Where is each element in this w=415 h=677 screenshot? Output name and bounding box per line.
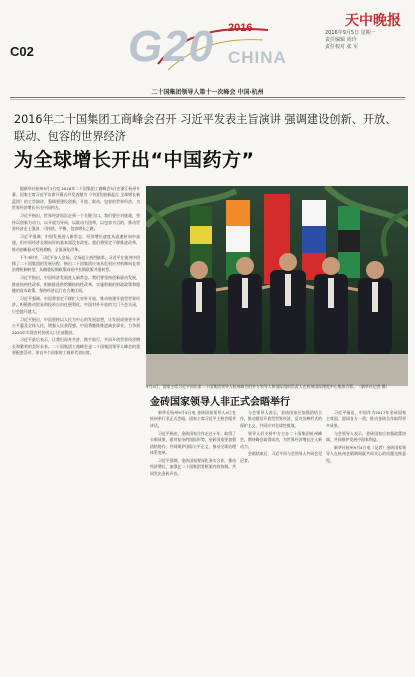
paragraph: 习近平强调，中国发展进入新常态，经济增长速度从高速转向中高速，但中国经济长期向好的基本面没有改变。我们将坚定不移推进改革，推动创新驱动发展战略，全面深化改革。 (12, 233, 140, 252)
paragraph: 新华社杭州9月4日电（记者）金砖国家领导人在杭州会晤期间就共同关心的问题交换意见。 (326, 445, 406, 463)
paragraph: 据新华社杭州9月3日电 2016年二十国集团工商峰会3日在浙江杭州开幕。国家主席习近平出席开幕式并发表题为《中国发展新起点 全球增长新蓝图》的主旨演讲，强调要建设创新、开放、联动、包容的世界经济，为世界经济增长开出中国药方。 (12, 186, 140, 211)
g20-logo-text: G20 (128, 22, 215, 71)
article-column-1 (12, 186, 140, 666)
article-column-2 (150, 410, 236, 675)
paragraph: 领导人们支持中方主办二十国集团杭州峰会，期待峰会取得成功，为世界经济增长注入新动力。 (240, 430, 322, 449)
page-number: C02 (10, 44, 34, 59)
paragraph: 与会领导人表示，金砖国家应加强政策协调，共同维护发展中国家利益。 (326, 430, 406, 443)
section-headline: 金砖国家领导人非正式会晤举行 (150, 397, 290, 408)
g20-country: CHINA (228, 48, 287, 67)
g20-logo-icon (128, 12, 287, 82)
photo-caption: 9月4日，国家主席习近平同出席二十国集团领导人杭州峰会的外方领导人和国际组织负责人在杭州国际博览中心集体合影。（新华社记者 摄） (146, 384, 390, 389)
issue-meta (325, 30, 405, 51)
meta-line: 责任编辑 尚玲 (325, 37, 357, 43)
paragraph: 新华社杭州9月4日电 金砖国家领导人4日在杭州举行非正式会晤，国家主席习近平主持会晤并讲话。 (150, 410, 236, 428)
leaders-photo-image (146, 186, 408, 386)
paragraph: 下午3时许，习近平步入会场，全场起立热烈鼓掌。习近平在演讲中回顾了二十国集团的发展历程，指出二十国集团应该从危机应对机制向长效治理机制转型，从侧重短期政策向短中长期政策并重转型。 (12, 254, 140, 273)
paragraph: 习近平指出，中国经济发展进入新常态。我们要坚持创新驱动发展，推进结构性改革，积极推进供给侧结构性改革，实施积极的财政政策和稳健的货币政策，保持经济运行在合理区间。 (12, 275, 140, 294)
divider (10, 97, 405, 98)
paragraph: 习近平强调，中国将坚定不移扩大对外开放，推动构建开放型世界经济，积极推动贸易和投资自由化便利化。中国对外开放的大门不会关闭，只会越开越大。 (12, 296, 140, 314)
paragraph: 会晤结束后，习近平同与会领导人共同会见记者。 (240, 451, 322, 463)
article-subhead: 2016年二十国集团工商峰会召开 习近平发表主旨演讲 强调建设创新、开放、联动、包容的世界经济 (14, 113, 397, 143)
paragraph: 习近平指出，中国作为2017年金砖国家主席国，愿同各方一道，推动金砖合作取得更多成果。 (326, 410, 406, 428)
group-photo (146, 186, 408, 386)
masthead: 天中晚报 (345, 13, 401, 29)
paragraph: 习近平指出，世界经济再次走到一个关键当口。我们要应对挑战，坚持以创新为动力，以开放为导向，以联动为纽带，以包容为目的，推动世界经济走上强劲、可持续、平衡、包容增长之路。 (12, 213, 140, 231)
paragraph: 习近平最后表示，让我们同舟共济、携手前行，共同开创世界经济增长和繁荣的美好未来。二十国集团工商峰会是二十国集团领导人峰会的重要配套活动，来自多个国家的工商界代表出席。 (12, 337, 140, 356)
meta-line: 责任校对 张 军 (325, 44, 359, 50)
article-column-4 (326, 410, 406, 675)
g20-year: 2016 (228, 22, 253, 34)
paragraph: 与会领导人表示，金砖国家应加强团结合作，推动建设开放型世界经济，反对各种形式的保护主义，共同应对全球性挑战。 (240, 410, 322, 428)
meta-line: 2016年9月5日 星期一 (325, 30, 376, 36)
article-column-3 (240, 410, 322, 675)
paragraph: 习近平强调，金砖国家要深化务实合作，推动经济增长，加强在二十国集团等框架内的协调，共同发出金砖声音。 (150, 457, 236, 476)
divider (10, 99, 405, 100)
article-headline: 为全球增长开出“中国药方” (14, 149, 255, 171)
summit-title: 二十国集团领导人第十一次峰会 中国·杭州 (151, 89, 264, 96)
paragraph: 习近平指出，中国坚持以人民为中心的发展思想，让发展成果更多更公平惠及全体人民，增强人民获得感。中国将继续推进减贫事业，力争到2020年实现农村贫困人口全部脱贫。 (12, 316, 140, 335)
paragraph: 习近平指出，金砖国家合作走过十年，取得了丰硕成果。面对复杂的国际形势，金砖国家要加强团结协作，共同维护国际公平正义，推动全球治理体系变革。 (150, 430, 236, 455)
